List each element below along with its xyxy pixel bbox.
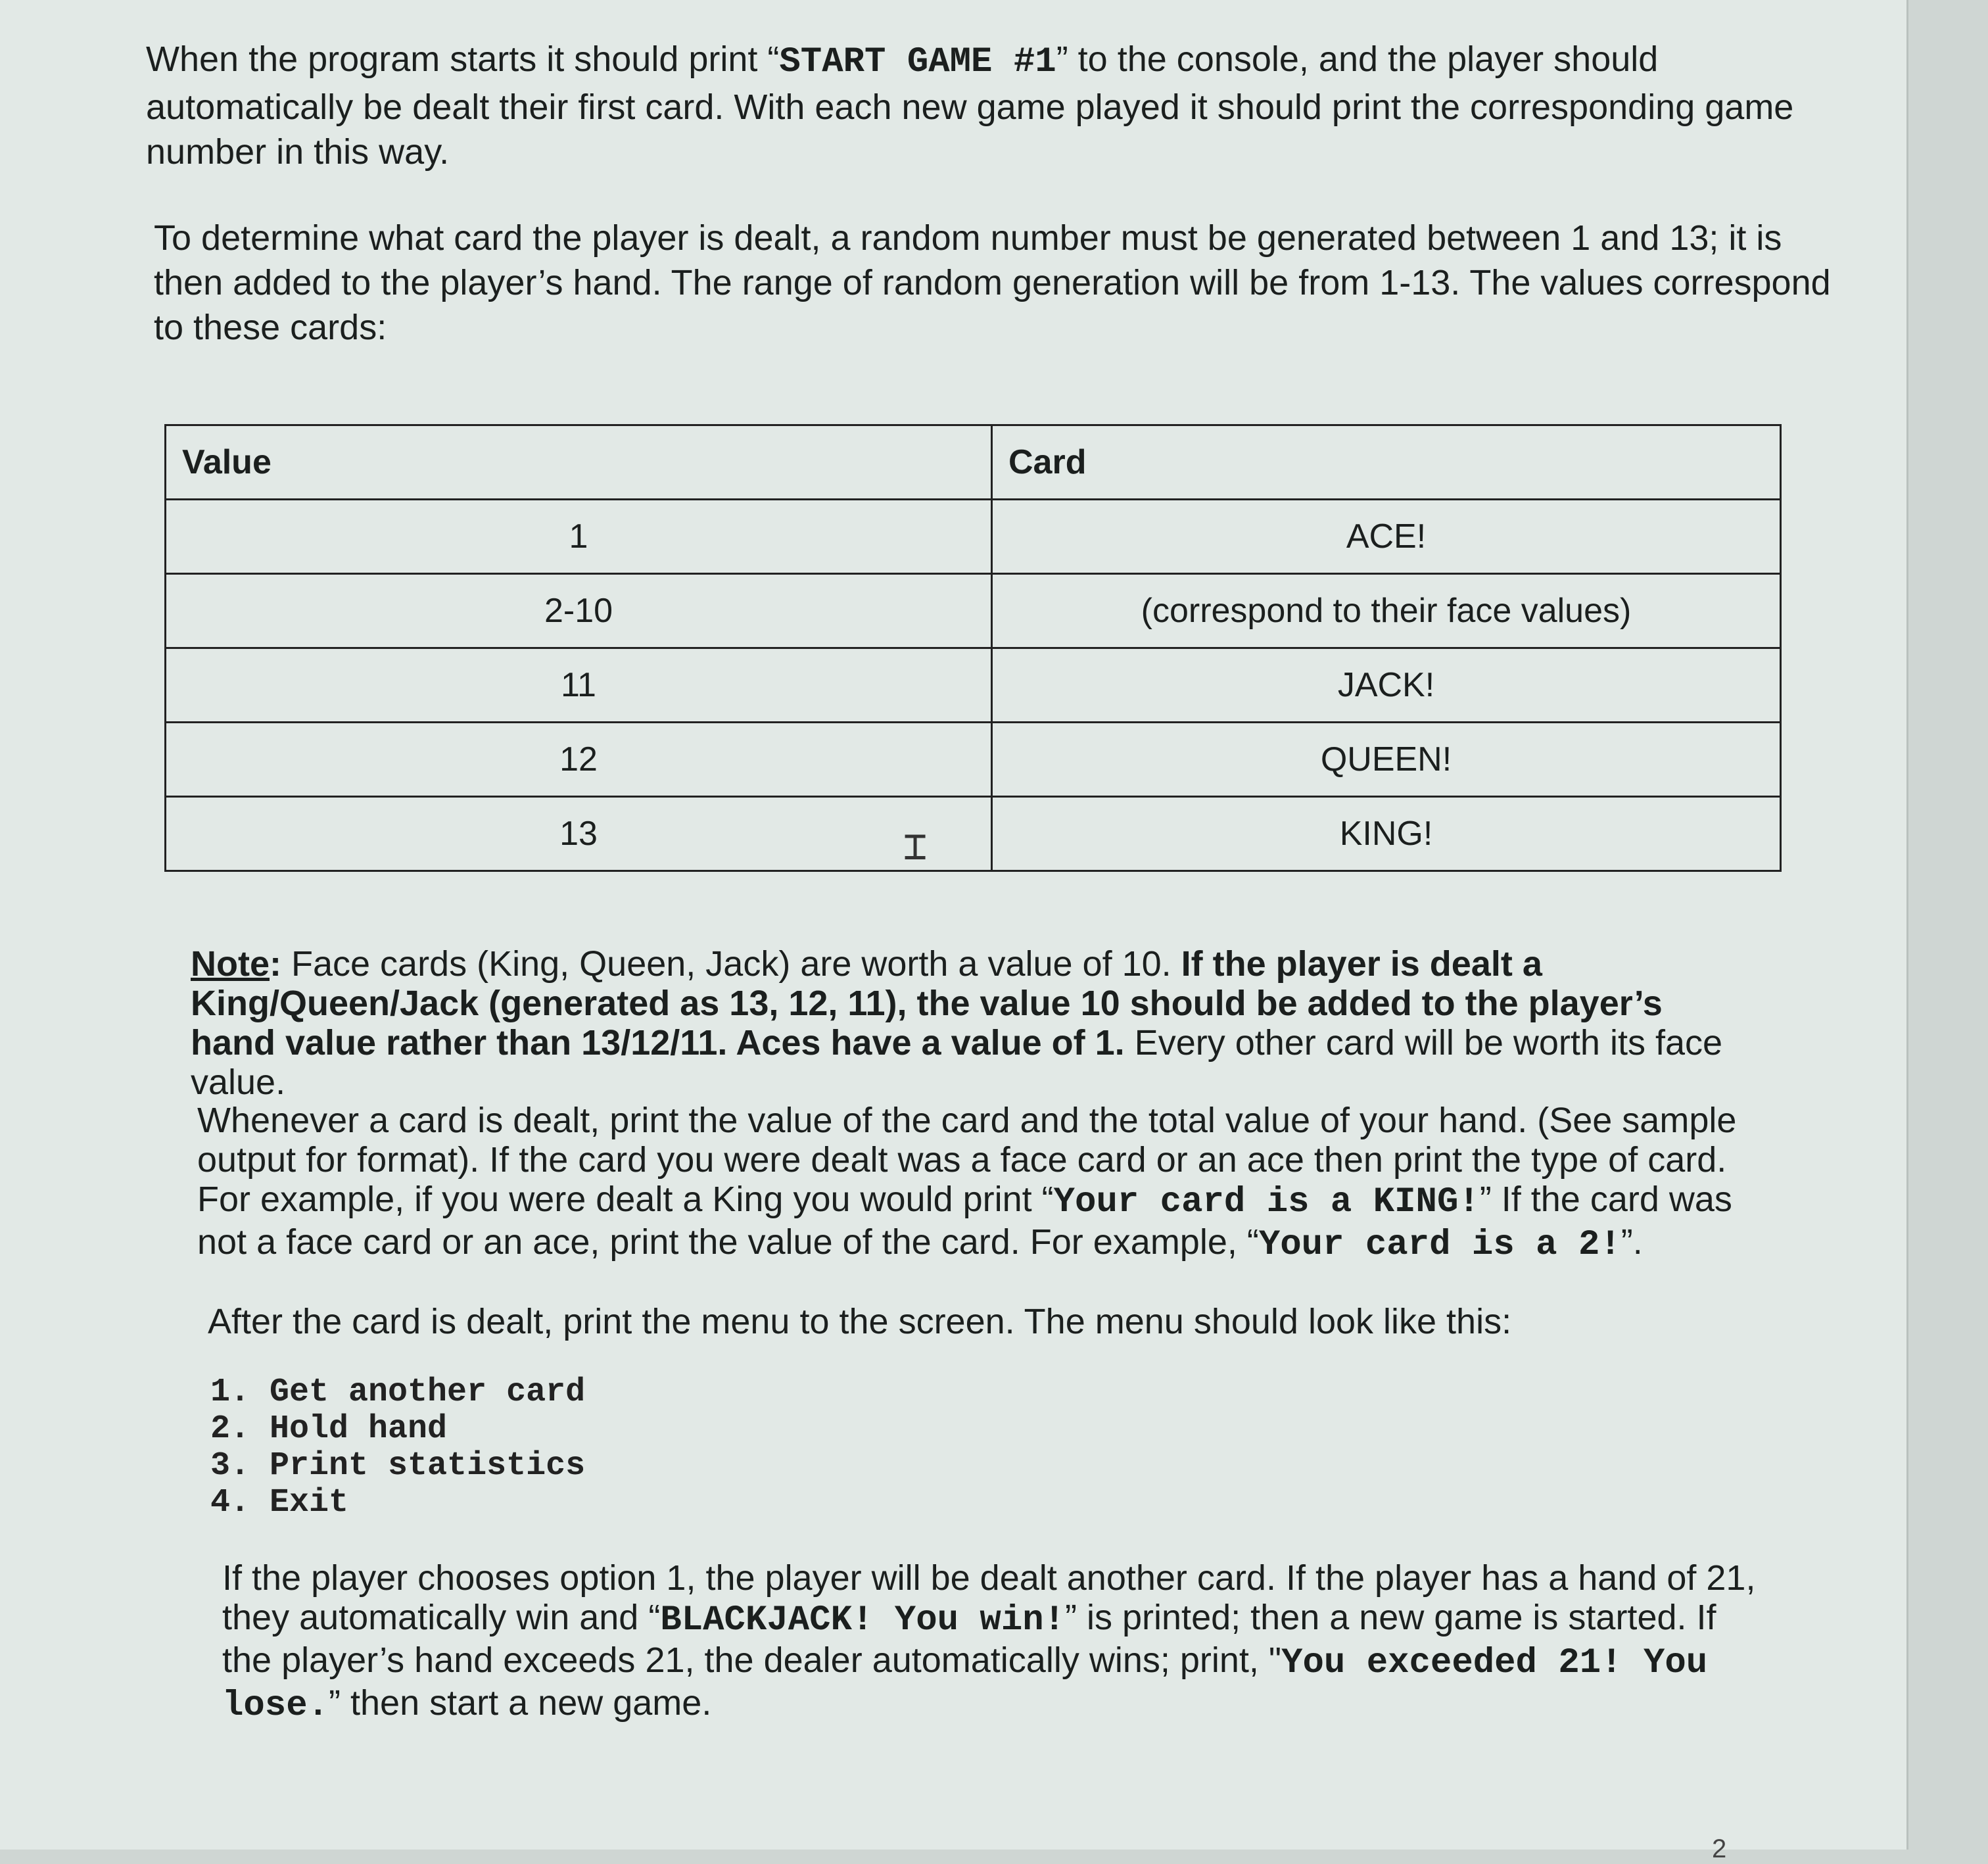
code-blackjack: BLACKJACK! You win! <box>660 1600 1066 1640</box>
header-card: Card <box>992 425 1781 500</box>
text: ” If the card was not a face card or an ace, print the value of the card. For example, “ <box>197 1180 1732 1262</box>
code-exceeded: You exceeded 21! You lose. <box>222 1643 1708 1726</box>
text: Face cards (King, Queen, Jack) are worth a value of 10. <box>281 944 1181 984</box>
card-value-table <box>164 424 1782 872</box>
header-value: Value <box>166 425 992 500</box>
bold-text: If the player is dealt a King/Queen/Jack (generated as 13, 12, 11), the value 10 should be added to the player’s hand value rather than 13/12/11. Aces have a value of 1. <box>191 944 1663 1063</box>
text: ” then start a new game. <box>329 1683 712 1723</box>
cell-card: ACE! <box>992 500 1781 574</box>
paragraph-random-card: To determine what card the player is dealt, a random number must be generated between 1 and 13; it is then added to the player’s hand. The range of random generation will be from 1-13. The values correspond to these cards: <box>154 218 1831 347</box>
cell-value: 12 <box>166 723 992 797</box>
code-two: Your card is a 2! <box>1258 1225 1621 1265</box>
text: When the program starts it should print “ <box>146 39 780 79</box>
table-header-row <box>166 425 1781 500</box>
table-row <box>166 500 1781 574</box>
cell-card: KING! <box>992 797 1781 871</box>
note-label: Note <box>191 944 270 984</box>
menu-item: 1. Get another card <box>210 1374 586 1411</box>
cell-value: 2-10 <box>166 574 992 648</box>
paragraph-card-dealt <box>197 1101 1755 1265</box>
cell-value: 1 <box>166 500 992 574</box>
text: Every other card will be worth its face value. <box>191 1023 1723 1102</box>
cell-card: QUEEN! <box>992 723 1781 797</box>
text-cursor-icon: ⌶ <box>903 823 928 869</box>
text: Whenever a card is dealt, print the value of the card and the total value of your hand. (See sample output for format). If the card you were dealt was a face card or an ace then print the type of card. For example, if you were dealt a King you would print “ <box>197 1101 1737 1219</box>
table-row <box>166 723 1781 797</box>
menu-listing <box>210 1374 585 1521</box>
text: If the player chooses option 1, the player will be dealt another card. If the player has a hand of 21, they automatically win and “ <box>222 1558 1756 1637</box>
page-number: 2 <box>1712 1834 1727 1863</box>
cell-card: (correspond to their face values) <box>992 574 1781 648</box>
text: ” to the console, and the player should automatically be dealt their first card. With each new game played it should print the corresponding game number in this way. <box>146 39 1794 172</box>
paragraph-menu-intro: After the card is dealt, print the menu to the screen. The menu should look like this: <box>208 1302 1512 1341</box>
table-row <box>166 574 1781 648</box>
text: ” is printed; then a new game is started. If the player’s hand exceeds 21, the dealer automatically wins; print, " <box>222 1598 1716 1680</box>
text: ”. <box>1621 1222 1643 1262</box>
cell-value: 13 <box>166 797 992 871</box>
code-king: Your card is a KING! <box>1053 1182 1480 1222</box>
paragraph-start-game <box>146 37 1829 174</box>
text: : <box>270 944 281 984</box>
paragraph-option-1 <box>222 1558 1761 1726</box>
table-row <box>166 648 1781 723</box>
cell-card: JACK! <box>992 648 1781 723</box>
menu-item: 3. Print statistics <box>210 1447 586 1485</box>
paragraph-note <box>191 944 1755 1102</box>
menu-item: 2. Hold hand <box>210 1410 448 1448</box>
code-start-game: START GAME #1 <box>779 42 1056 82</box>
menu-item: 4. Exit <box>210 1484 349 1521</box>
cell-value: 11 <box>166 648 992 723</box>
table-row <box>166 797 1781 871</box>
